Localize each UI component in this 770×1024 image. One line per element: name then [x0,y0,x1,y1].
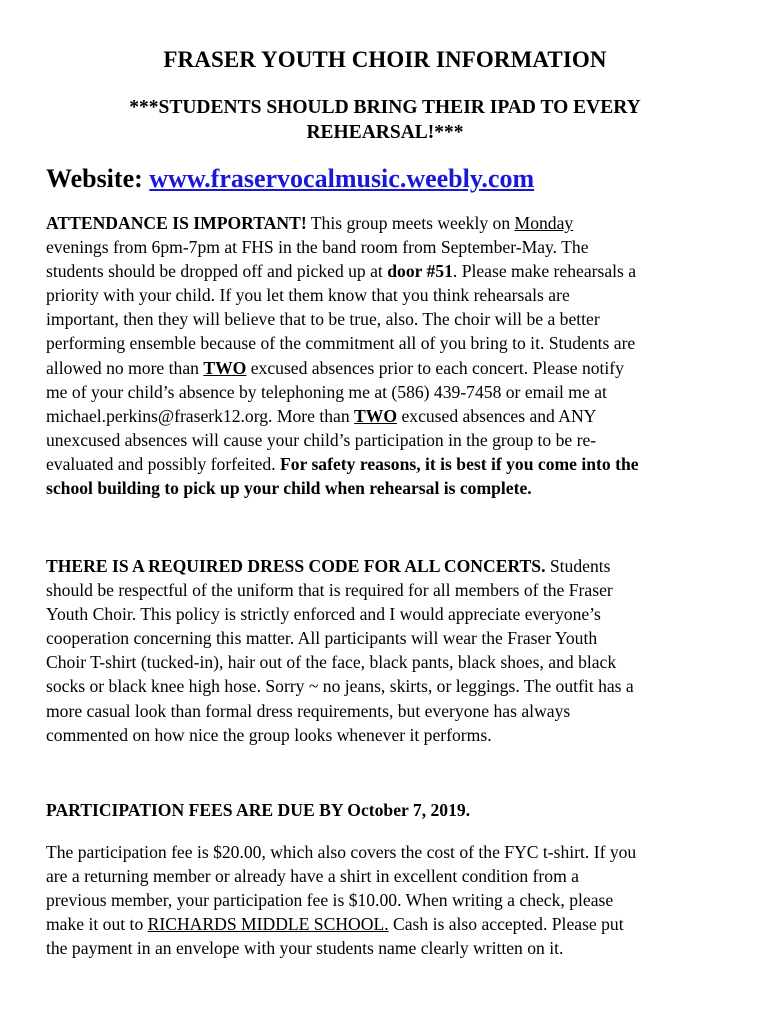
website-link[interactable]: www.fraservocalmusic.weebly.com [149,164,535,193]
fees-line: are a returning member or already have a shirt in excellent condition from a [46,866,579,887]
safety-note: school building to pick up your child when rehearsal is complete. [46,478,532,499]
fees-line: The participation fee is $20.00, which also covers the cost of the FYC t-shirt. If you [46,842,637,862]
attendance-text: allowed no more than [46,357,204,378]
absence-limit: TWO [354,405,398,426]
payee-name: RICHARDS MIDDLE SCHOOL. [147,914,389,935]
attendance-text: excused absences and ANY [397,405,597,426]
meeting-day: Monday [514,213,574,233]
page-title: FRASER YOUTH CHOIR INFORMATION [163,47,607,72]
attendance-section [46,211,736,500]
dress-code-section [46,554,736,747]
dress-code-line: Youth Choir. This policy is strictly enforced and I would appreciate everyone’s [46,604,601,625]
dress-code-line: Choir T-shirt (tucked-in), hair out of the face, black pants, black shoes, and black [46,652,617,673]
absence-limit: TWO [203,357,247,378]
attendance-text: evaluated and possibly forfeited. [46,453,281,474]
fees-text: make it out to [46,914,148,935]
safety-note: For safety reasons, it is best if you come into the [280,453,639,474]
website-label: Website: [46,164,150,193]
dress-code-line: commented on how nice the group looks whenever it performs. [46,724,492,745]
attendance-line: important, then they will believe that to be true, also. The choir will be a better [46,309,600,330]
attendance-text: students should be dropped off and picked up at [46,261,388,282]
door-number: door #51 [387,261,453,282]
dress-code-text: Students [545,556,611,576]
website-line [46,164,534,194]
dress-code-line: should be respectful of the uniform that is required for all members of the Fraser [46,580,613,601]
attendance-heading: ATTENDANCE IS IMPORTANT! [46,213,307,233]
fees-line: previous member, your participation fee is $10.00. When writing a check, please [46,890,614,911]
dress-code-heading: THERE IS A REQUIRED DRESS CODE FOR ALL CONCERTS. [46,556,546,576]
attendance-text: . Please make rehearsals a [452,261,637,282]
fees-text: Cash is also accepted. Please put [388,914,624,935]
attendance-line: unexcused absences will cause your child’s participation in the group to be re- [46,429,597,450]
fees-section [46,840,736,960]
attendance-line: performing ensemble because of the commitment all of you bring to it. Students are [46,333,636,354]
dress-code-line: more casual look than formal dress requirements, but everyone has always [46,700,571,721]
dress-code-line: socks or black knee high hose. Sorry ~ no jeans, skirts, or leggings. The outfit has a [46,676,634,697]
fees-line: the payment in an envelope with your students name clearly written on it. [46,938,564,959]
attendance-text: excused absences prior to each concert. Please notify [246,357,624,378]
ipad-notice: ***STUDENTS SHOULD BRING THEIR IPAD TO EVERY REHEARSAL!*** [129,97,641,143]
attendance-line: priority with your child. If you let them know that you think rehearsals are [46,285,570,306]
attendance-line: me of your child’s absence by telephoning me at (586) 439-7458 or email me at [46,381,607,402]
attendance-text: michael.perkins@fraserk12.org. More than [46,405,355,426]
fees-heading: PARTICIPATION FEES ARE DUE BY October 7, 2019. [46,800,471,820]
attendance-text: This group meets weekly on [306,213,515,233]
dress-code-line: cooperation concerning this matter. All participants will wear the Fraser Youth [46,628,598,649]
attendance-line: evenings from 6pm-7pm at FHS in the band room from September-May. The [46,237,589,258]
